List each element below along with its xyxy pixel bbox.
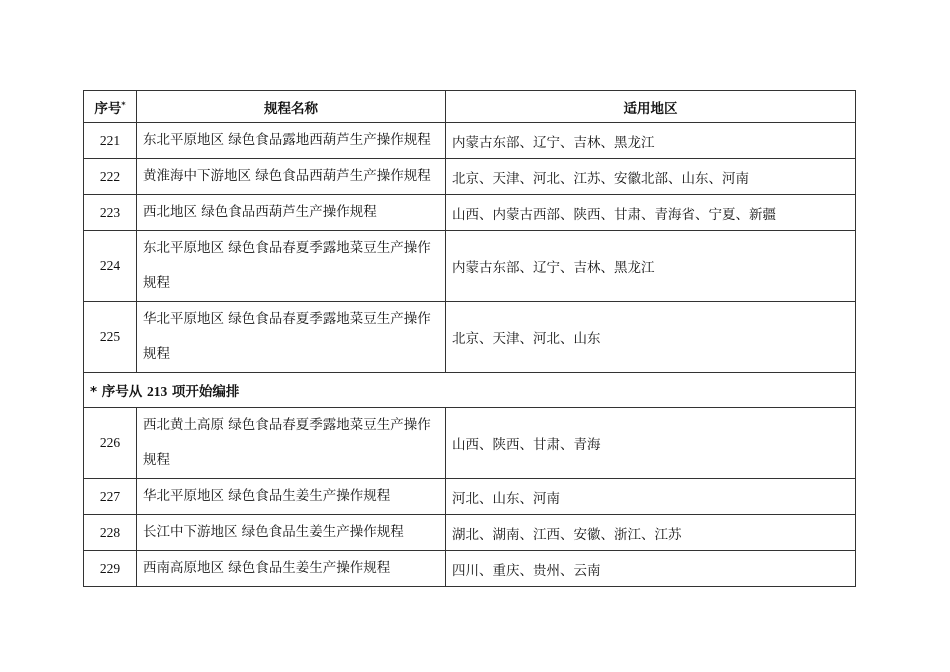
standards-table [83,90,856,587]
row-region: 内蒙古东部、辽宁、吉林、黑龙江 [446,123,856,159]
row-number: 222 [84,159,137,195]
footnote-prefix: * 序号从 [90,384,147,400]
footnote-cell [84,373,856,408]
row-standard-name: 西北地区 绿色食品西葫芦生产操作规程 [137,195,446,231]
row-region: 山西、陕西、甘肃、青海 [446,408,856,479]
header-number-label: 序号 [94,100,122,117]
table-header-row [84,91,856,123]
row-standard-name: 西南高原地区 绿色食品生姜生产操作规程 [137,551,446,587]
table-row [84,159,856,195]
header-number-footnote-mark: * [121,100,126,109]
footnote-number: 213 [146,384,168,399]
row-number: 226 [84,408,137,479]
table-row [84,408,856,479]
row-region: 河北、山东、河南 [446,479,856,515]
row-region: 北京、天津、河北、江苏、安徽北部、山东、河南 [446,159,856,195]
row-standard-name: 华北平原地区 绿色食品生姜生产操作规程 [137,479,446,515]
row-number: 227 [84,479,137,515]
row-region: 内蒙古东部、辽宁、吉林、黑龙江 [446,231,856,302]
footnote-suffix: 项开始编排 [167,384,240,400]
row-standard-name: 黄淮海中下游地区 绿色食品西葫芦生产操作规程 [137,159,446,195]
standards-table-container [83,90,855,587]
row-number: 224 [84,231,137,302]
row-region: 四川、重庆、贵州、云南 [446,551,856,587]
table-row [84,479,856,515]
header-applicable-region: 适用地区 [446,91,856,123]
table-row [84,195,856,231]
table-row [84,515,856,551]
row-number: 228 [84,515,137,551]
row-standard-name: 东北平原地区 绿色食品春夏季露地菜豆生产操作规程 [137,231,446,302]
table-row [84,302,856,373]
header-number [84,91,137,123]
table-row [84,123,856,159]
table-row [84,551,856,587]
row-standard-name: 西北黄土高原 绿色食品春夏季露地菜豆生产操作规程 [137,408,446,479]
row-standard-name: 东北平原地区 绿色食品露地西葫芦生产操作规程 [137,123,446,159]
row-number: 225 [84,302,137,373]
row-number: 223 [84,195,137,231]
row-region: 北京、天津、河北、山东 [446,302,856,373]
header-standard-name: 规程名称 [137,91,446,123]
row-region: 山西、内蒙古西部、陕西、甘肃、青海省、宁夏、新疆 [446,195,856,231]
row-standard-name: 华北平原地区 绿色食品春夏季露地菜豆生产操作规程 [137,302,446,373]
row-standard-name: 长江中下游地区 绿色食品生姜生产操作规程 [137,515,446,551]
row-number: 229 [84,551,137,587]
table-row [84,231,856,302]
footnote-row [84,373,856,408]
row-number: 221 [84,123,137,159]
row-region: 湖北、湖南、江西、安徽、浙江、江苏 [446,515,856,551]
